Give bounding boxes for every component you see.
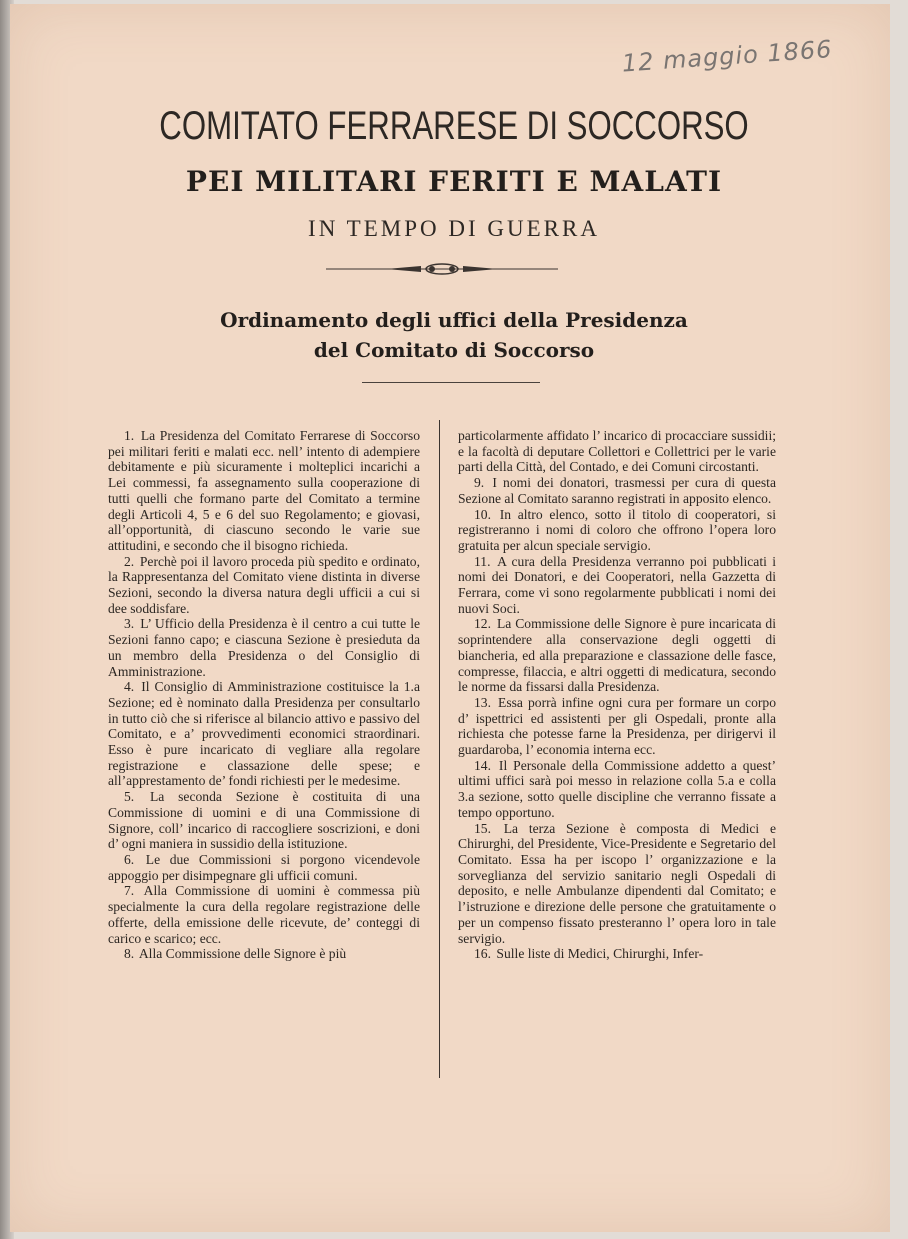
article-7: 7. Alla Commissione di uomini è commessa più specialmente la cura della regolare registrazione delle offerte, della emissione delle ricevute, de’ conteggi di carico e scarico; ecc. — [108, 883, 420, 946]
subtitle-rule — [362, 382, 540, 383]
article-1: 1. La Presidenza del Comitato Ferrarese di Soccorso pei militari feriti e malati ecc. nell’ intento di adempiere debitamente e più sicuramente i molteplici incarichi a Lei commessi, fa assegnamento sulla cooperazione di tutti quelli che formano parte del Comitato a termine degli Articoli 4, 5 e 6 del suo Regolamento; e giovasi, all’opportunità, di ciascuno secondo le varie sue attitudini, e secondo che il bisogno richieda. — [108, 428, 420, 553]
article-8-continued: particolarmente affidato l’ incarico di procacciare sussidii; e la facoltà di deputare Collettori e Collettrici per le varie parti della Città, del Contado, e dei Comuni circostanti. — [458, 428, 776, 475]
article-2: 2. Perchè poi il lavoro proceda più spedito e ordinato, la Rappresentanza del Comitato viene distinta in diverse Sezioni, secondo la diversa natura degli ufficii a cui si dee soddisfare. — [108, 553, 420, 616]
article-5: 5. La seconda Sezione è costituita di una Commissione di uomini e di una Commissione di Signore, coll’ incarico di raccogliere soscrizioni, e doni d’ ogni maniera in sussidio della istituzione. — [108, 789, 420, 852]
right-column — [458, 428, 776, 962]
article-13: 13. Essa porrà infine ogni cura per formare un corpo d’ ispettrici ed assistenti per gli Ospedali, pronte alla richiesta che potesse farne la Presidenza, per dirigervi il guardaroba, l’ economia interna ecc. — [458, 694, 776, 758]
article-12: 12. La Commissione delle Signore è pure incaricata di soprintendere alla conservazione degli oggetti di biancheria, ed alla preparazione e classazione delle fasce, compresse, filaccia, e altri oggetti di medicatura, secondo le norme da fissarsi dalla Presidenza. — [458, 616, 776, 695]
column-divider — [439, 420, 440, 1078]
header-title-committee: COMITATO FERRARESE DI SOCCORSO — [159, 104, 749, 148]
header-title-wartime: IN TEMPO DI GUERRA — [308, 216, 600, 241]
left-column — [108, 428, 420, 962]
article-15: 15. La terza Sezione è composta di Medici e Chirurghi, del Presidente, Vice-Presidente e Segretario del Comitato. Essa ha per iscopo l’ organizzazione e la sorveglianza del servizio sanitario negli Ospedali di deposito, e nelle Ambulanze dipendenti dal Comitato; e l’istruzione e direzione delle persone che gratuitamente o per un compenso fissato presteranno l’ opera loro in tale servigio. — [458, 820, 776, 946]
article-10: 10. In altro elenco, sotto il titolo di cooperatori, si registreranno i nomi di coloro che offrono l’opera loro gratuita per alcun speciale servigio. — [458, 506, 776, 553]
article-6: 6. Le due Commissioni si porgono vicendevole appoggio per disimpegnare gli ufficii comuni. — [108, 851, 420, 883]
article-8: 8. Alla Commissione delle Signore è più — [124, 946, 347, 962]
article-14: 14. Il Personale della Commissione addetto a quest’ ultimi uffici sarà poi messo in relazione colla 5.a e colla 3.a sezione, sotto quelle discipline che verranno fissate a tempo opportuno. — [458, 757, 777, 820]
article-3: 3. L’ Ufficio della Presidenza è il centro a cui tutte le Sezioni fanno capo; e ciascuna Sezione è presieduta da un membro della Presidenza o del Consiglio di Amministrazione. — [108, 616, 421, 679]
subtitle-line-2: del Comitato di Soccorso — [313, 338, 595, 362]
header-title-purpose: PEI MILITARI FERITI E MALATI — [185, 165, 723, 198]
handwritten-date: 12 maggio 1866 — [621, 35, 834, 78]
article-16: 16. Sulle liste di Medici, Chirurghi, Infer- — [474, 946, 704, 962]
article-4: 4. Il Consiglio di Amministrazione costituisce la 1.a Sezione; ed è nominato dalla Presidenza per consultarlo in tutto ciò che si riferisce al bilancio attivo e passivo del Comitato, e a’ provvedimenti economici straordinari. Esso è pure incaricato di vegliare alla regolare registrazione e classazione delle spese; e all’apprestamento de’ fondi richiesti per le medesime. — [108, 679, 420, 789]
article-9: 9. I nomi dei donatori, trasmessi per cura di questa Sezione al Comitato saranno registrati in apposito elenco. — [458, 475, 776, 506]
subtitle-line-1: Ordinamento degli uffici della Presidenza — [220, 308, 688, 332]
ornament-divider — [326, 262, 558, 276]
article-11: 11. A cura della Presidenza verranno poi pubblicati i nomi dei Donatori, e dei Cooperatori, nella Gazzetta di Ferrara, come vi sono regolarmente pubblicati i nomi dei nuovi Soci. — [458, 553, 776, 616]
